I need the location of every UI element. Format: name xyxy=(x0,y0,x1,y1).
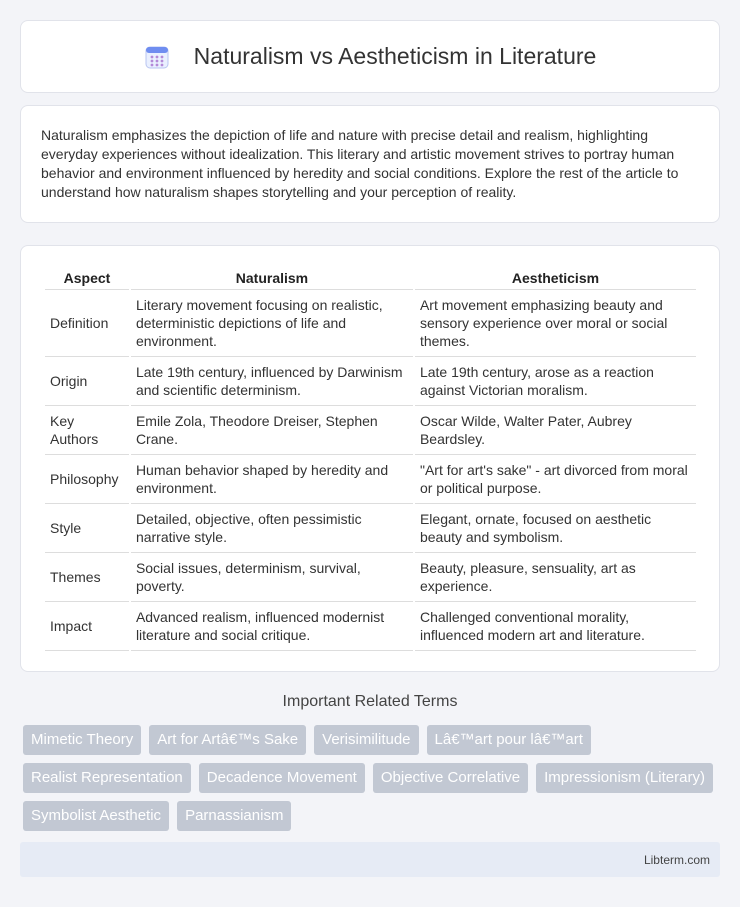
aspect-cell: Philosophy xyxy=(45,455,129,504)
related-term-tag[interactable]: Realist Representation xyxy=(23,763,191,793)
related-term-tag[interactable]: Art for Artâ€™s Sake xyxy=(149,725,306,755)
naturalism-cell: Social issues, determinism, survival, poverty. xyxy=(131,553,413,602)
header-naturalism: Naturalism xyxy=(131,266,413,290)
naturalism-cell: Detailed, objective, often pessimistic narrative style. xyxy=(131,504,413,553)
table-row xyxy=(45,504,696,553)
related-term-tag[interactable]: Lâ€™art pour lâ€™art xyxy=(427,725,591,755)
naturalism-cell: Late 19th century, influenced by Darwinism and scientific determinism. xyxy=(131,357,413,406)
page-title: Naturalism vs Aestheticism in Literature xyxy=(193,43,597,69)
related-term-tag[interactable]: Mimetic Theory xyxy=(23,725,141,755)
table-row xyxy=(45,290,696,357)
related-term-tag[interactable]: Parnassianism xyxy=(177,801,291,831)
naturalism-cell: Advanced realism, influenced modernist literature and social critique. xyxy=(131,602,413,651)
aspect-cell: Definition xyxy=(45,290,129,357)
table-row xyxy=(45,357,696,406)
intro-text: Naturalism emphasizes the depiction of life and nature with precise detail and realism, highlighting everyday experiences without idealization. This literary and artistic movement strives to portray human behavior and environment influenced by heredity and social conditions. Explore the rest of the article to understand how naturalism shapes storytelling and your perception of reality. xyxy=(41,127,679,200)
related-terms-title: Important Related Terms xyxy=(282,693,458,710)
aspect-cell: Themes xyxy=(45,553,129,602)
header-aestheticism: Aestheticism xyxy=(415,266,696,290)
table-header-row xyxy=(45,266,696,290)
aestheticism-cell: "Art for art's sake" - art divorced from moral or political purpose. xyxy=(415,455,696,504)
related-terms-list xyxy=(23,725,723,831)
table-row xyxy=(45,455,696,504)
related-term-tag[interactable]: Verisimilitude xyxy=(314,725,418,755)
aspect-cell: Key Authors xyxy=(45,406,129,455)
intro-card xyxy=(20,105,720,223)
related-term-tag[interactable]: Objective Correlative xyxy=(373,763,528,793)
aestheticism-cell: Elegant, ornate, focused on aesthetic beauty and symbolism. xyxy=(415,504,696,553)
comparison-table-card xyxy=(20,245,720,672)
aestheticism-cell: Challenged conventional morality, influenced modern art and literature. xyxy=(415,602,696,651)
aestheticism-cell: Late 19th century, arose as a reaction against Victorian moralism. xyxy=(415,357,696,406)
header-aspect: Aspect xyxy=(45,266,129,290)
aspect-cell: Impact xyxy=(45,602,129,651)
table-row xyxy=(45,406,696,455)
aspect-cell: Origin xyxy=(45,357,129,406)
related-term-tag[interactable]: Symbolist Aesthetic xyxy=(23,801,169,831)
naturalism-cell: Human behavior shaped by heredity and environment. xyxy=(131,455,413,504)
footer-site-link[interactable]: Libterm.com xyxy=(643,852,710,867)
comparison-table xyxy=(43,266,698,651)
related-term-tag[interactable]: Impressionism (Literary) xyxy=(536,763,713,793)
naturalism-cell: Emile Zola, Theodore Dreiser, Stephen Crane. xyxy=(131,406,413,455)
aestheticism-cell: Oscar Wilde, Walter Pater, Aubrey Beardsley. xyxy=(415,406,696,455)
aspect-cell: Style xyxy=(45,504,129,553)
footer xyxy=(20,842,720,877)
aestheticism-cell: Art movement emphasizing beauty and sensory experience over moral or social themes. xyxy=(415,290,696,357)
title-card xyxy=(20,20,720,93)
table-row xyxy=(45,602,696,651)
aestheticism-cell: Beauty, pleasure, sensuality, art as experience. xyxy=(415,553,696,602)
naturalism-cell: Literary movement focusing on realistic, deterministic depictions of life and environment. xyxy=(131,290,413,357)
related-term-tag[interactable]: Decadence Movement xyxy=(199,763,365,793)
calendar-icon xyxy=(144,44,170,70)
table-row xyxy=(45,553,696,602)
